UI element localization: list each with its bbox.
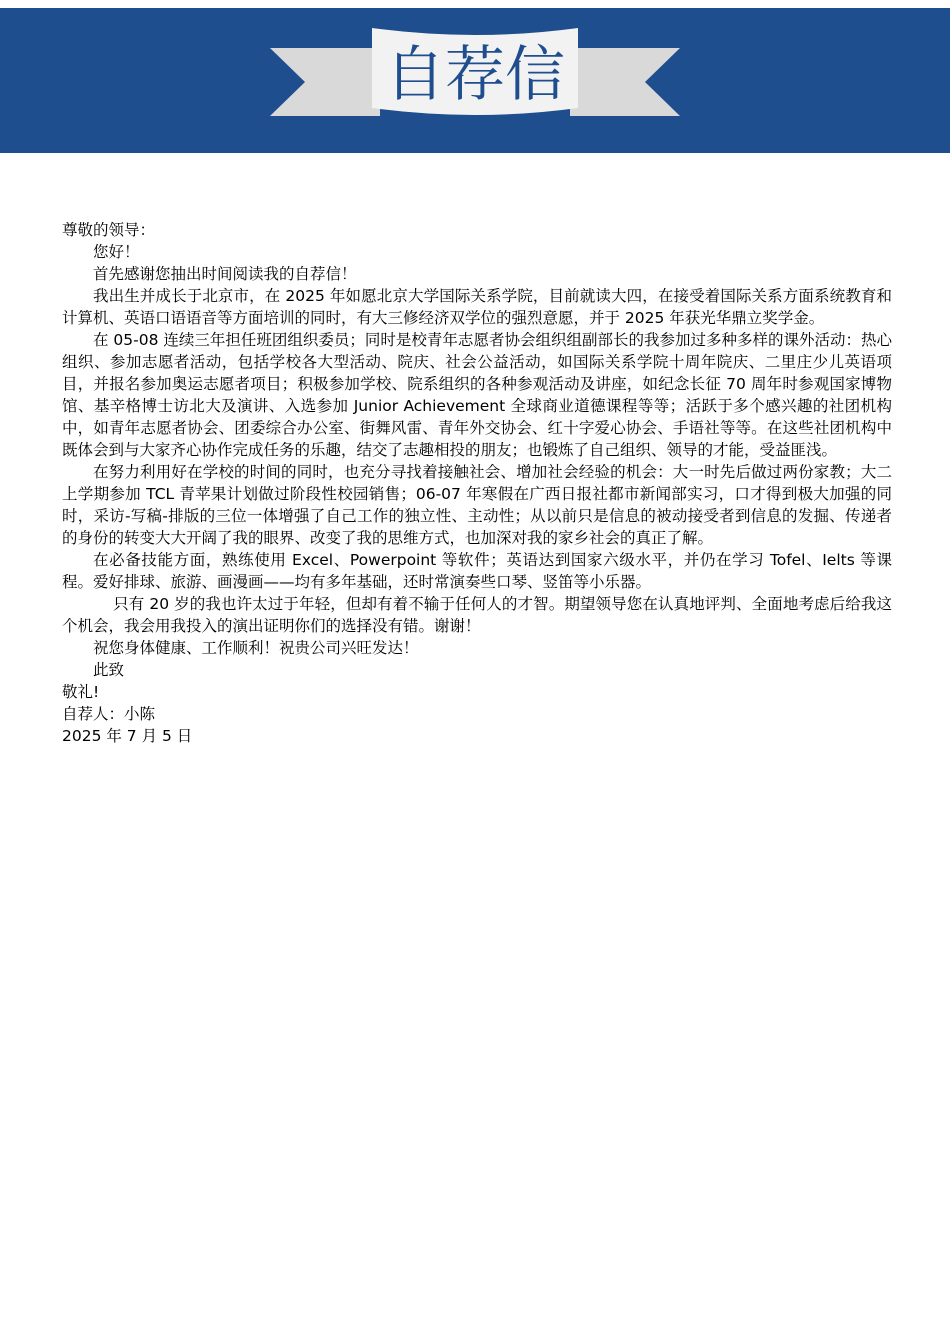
paragraph-skills: 在必备技能方面，熟练使用 Excel、Powerpoint 等软件；英语达到国家六级水平，并仍在学习 Tofel、Ielts 等课程。爱好排球、旅游、画漫画——均有多年基础，还时常演奏些口琴、竖笛等小乐器。 (62, 551, 892, 591)
paragraph-closing: 只有 20 岁的我也许太过于年轻，但却有着不输于任何人的才智。期望领导您在认真地评判、全面地考虑后给我这个机会，我会用我投入的演出证明你们的选择没有错。谢谢！ (62, 595, 892, 635)
page-title: 自荐信 (385, 40, 565, 110)
jingli: 敬礼! (62, 683, 100, 701)
paragraph-background: 我出生并成长于北京市，在 2025 年如愿北京大学国际关系学院，目前就读大四，在接受着国际关系方面系统教育和计算机、英语口语语音等方面培训的同时，有大三修经济双学位的强烈意愿，并于 2025 年获光华鼎立奖学金。 (62, 287, 892, 327)
salutation: 尊敬的领导： (62, 221, 156, 239)
letter-date: 2025 年 7 月 5 日 (62, 727, 193, 745)
banner-graphic (0, 8, 950, 153)
header-banner (0, 8, 950, 153)
paragraph-social: 在努力利用好在学校的时间的同时，也充分寻找着接触社会、增加社会经验的机会：大一时先后做过两份家教；大二上学期参加 TCL 青苹果计划做过阶段性校园销售；06-07 年寒假在广西日报社都市新闻部实习，口才得到极大加强的同时，采访-写稿-排版的三位一体增强了自己工作的独立性、主动性；从以前只是信息的被动接受者到信息的发掘、传递者的身份的转变大大开阔了我的眼界、改变了我的思维方式，也加深对我的家乡社会的真正了解。 (62, 463, 892, 547)
wishes: 祝您身体健康、工作顺利！祝贵公司兴旺发达！ (93, 639, 419, 657)
thanks-line: 首先感谢您抽出时间阅读我的自荐信！ (93, 265, 357, 283)
letter-body (62, 219, 892, 747)
sender-signature: 自荐人：小陈 (62, 705, 156, 723)
greeting: 您好！ (93, 243, 140, 261)
paragraph-activities: 在 05-08 连续三年担任班团组织委员；同时是校青年志愿者协会组织组副部长的我参加过多种多样的课外活动：热心组织、参加志愿者活动，包括学校各大型活动、院庆、社会公益活动，如国际关系学院十周年院庆、二里庄少儿英语项目，并报名参加奥运志愿者项目；积极参加学校、院系组织的各种参观活动及讲座，如纪念长征 70 周年时参观国家博物馆、基辛格博士访北大及演讲、入选参加 Junior Achievement 全球商业道德课程等等；活跃于多个感兴趣的社团机构中，如青年志愿者协会、团委综合办公室、街舞风雷、青年外交协会、红十字爱心协会、手语社等等。在这些社团机构中既体会到与大家齐心协作完成任务的乐趣，结交了志趣相投的朋友；也锻炼了自己组织、领导的才能，受益匪浅。 (62, 331, 892, 459)
cizhi: 此致 (93, 661, 125, 679)
